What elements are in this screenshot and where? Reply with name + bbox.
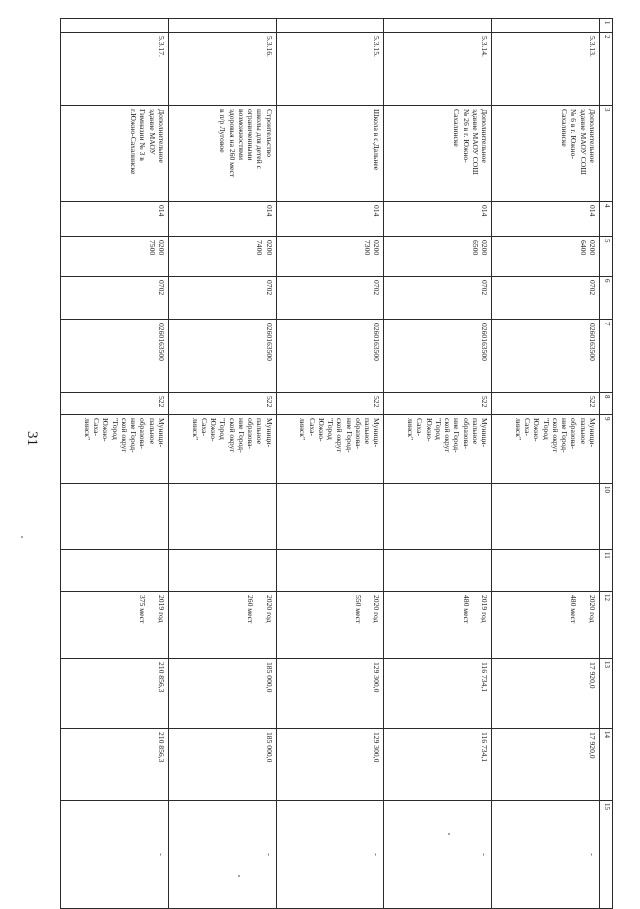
budget-table — [60, 18, 613, 909]
col-header-15: 15 — [600, 801, 613, 909]
cell-c10 — [168, 484, 276, 550]
cell-c11 — [276, 550, 384, 592]
cell-code-7: 0260163500 — [384, 320, 492, 393]
col-header-3: 3 — [600, 106, 613, 202]
cell-c1 — [168, 19, 276, 33]
col-header-2: 2 — [600, 33, 613, 106]
cell-code-5: 0200 7400 — [168, 237, 276, 277]
cell-code-5: 0200 6500 — [384, 237, 492, 277]
cell-c15: - — [276, 801, 384, 909]
table-header — [600, 19, 613, 909]
cell-year-capacity: 2020 год 550 мест — [276, 592, 384, 659]
cell-code-8: 522 — [492, 393, 600, 415]
col-header-12: 12 — [600, 592, 613, 659]
cell-item-number: 5.3.15. — [276, 33, 384, 106]
table-row — [168, 19, 276, 909]
col-header-9: 9 — [600, 415, 613, 484]
table-row — [384, 19, 492, 909]
cell-code-4: 014 — [384, 202, 492, 237]
cell-item-number: 5.3.14. — [384, 33, 492, 106]
table-body — [61, 19, 600, 909]
cell-c15: - — [384, 801, 492, 909]
cell-code-8: 522 — [168, 393, 276, 415]
col-header-5: 5 — [600, 237, 613, 277]
cell-c1 — [61, 19, 169, 33]
cell-code-6: 0702 — [61, 277, 169, 320]
cell-code-4: 014 — [276, 202, 384, 237]
cell-c10 — [384, 484, 492, 550]
cell-c1 — [384, 19, 492, 33]
cell-code-6: 0702 — [384, 277, 492, 320]
col-header-10: 10 — [600, 484, 613, 550]
col-header-1: 1 — [600, 19, 613, 33]
col-header-7: 7 — [600, 320, 613, 393]
column-number-row — [600, 19, 613, 909]
cell-code-7: 0260163500 — [61, 320, 169, 393]
cell-c15: - — [61, 801, 169, 909]
cell-item-number: 5.3.13. — [492, 33, 600, 106]
cell-amount-14: 210 856,3 — [61, 729, 169, 801]
cell-code-6: 0702 — [492, 277, 600, 320]
cell-object-name: Строительство школы для детей с ограниченными возможностями здоровья на 260 мест в п/р Луговое — [168, 106, 276, 202]
cell-code-5: 0200 7300 — [276, 237, 384, 277]
scan-speck — [238, 875, 240, 877]
cell-c11 — [492, 550, 600, 592]
cell-code-8: 522 — [61, 393, 169, 415]
cell-code-8: 522 — [276, 393, 384, 415]
cell-object-name: Дополнительное здание МАОУ Гимназии № 3 в г.Южно-Сахалинске — [61, 106, 169, 202]
table-row — [492, 19, 600, 909]
cell-year-capacity: 2019 год 480 мест — [384, 592, 492, 659]
cell-amount-13: 210 856,3 — [61, 659, 169, 729]
cell-amount-14: 185 000,0 — [168, 729, 276, 801]
scan-speck — [21, 536, 23, 538]
page-number: 31 — [24, 431, 40, 446]
col-header-14: 14 — [600, 729, 613, 801]
cell-code-5: 0200 6400 — [492, 237, 600, 277]
cell-c11 — [61, 550, 169, 592]
cell-c10 — [492, 484, 600, 550]
table-row — [276, 19, 384, 909]
cell-municipality: Муници- пальное образова- ние Город- ской округ "Город Южно- Саха- линск" — [168, 415, 276, 484]
cell-item-number: 5.3.16. — [168, 33, 276, 106]
scan-speck — [448, 833, 450, 835]
cell-year-capacity: 2020 год 480 мест — [492, 592, 600, 659]
cell-amount-13: 129 300,0 — [276, 659, 384, 729]
cell-code-6: 0702 — [168, 277, 276, 320]
table-row — [61, 19, 169, 909]
cell-code-8: 522 — [384, 393, 492, 415]
cell-code-4: 014 — [61, 202, 169, 237]
cell-code-4: 014 — [492, 202, 600, 237]
col-header-6: 6 — [600, 277, 613, 320]
cell-year-capacity: 2019 год 375 мест — [61, 592, 169, 659]
cell-amount-14: 116 734,1 — [384, 729, 492, 801]
cell-code-4: 014 — [168, 202, 276, 237]
cell-code-7: 0260163500 — [276, 320, 384, 393]
cell-municipality: Муници- пальное образова- ние Город- ской округ "Город Южно- Саха- линск" — [492, 415, 600, 484]
cell-municipality: Муници- пальное образова- ние Город- ской округ "Город Южно- Саха- линск" — [384, 415, 492, 484]
cell-municipality: Муници- пальное образова- ние Город- ской округ "Город Южно- Саха- линск" — [61, 415, 169, 484]
cell-c11 — [384, 550, 492, 592]
cell-item-number: 5.3.17. — [61, 33, 169, 106]
cell-code-7: 0260163500 — [168, 320, 276, 393]
cell-municipality: Муници- пальное образова- ние Город- ской округ "Город Южно- Саха- линск" — [276, 415, 384, 484]
cell-amount-14: 129 300,0 — [276, 729, 384, 801]
col-header-4: 4 — [600, 202, 613, 237]
cell-object-name: Дополнительное здание МАОУ СОШ № 26 в г. Южно- Сахалинске — [384, 106, 492, 202]
col-header-8: 8 — [600, 393, 613, 415]
cell-amount-13: 17 920,0 — [492, 659, 600, 729]
cell-code-7: 0260163500 — [492, 320, 600, 393]
col-header-11: 11 — [600, 550, 613, 592]
cell-code-5: 0200 7500 — [61, 237, 169, 277]
cell-amount-13: 116 734,1 — [384, 659, 492, 729]
cell-c15: - — [168, 801, 276, 909]
cell-c15: - — [492, 801, 600, 909]
cell-amount-13: 185 000,0 — [168, 659, 276, 729]
cell-code-6: 0702 — [276, 277, 384, 320]
col-header-13: 13 — [600, 659, 613, 729]
cell-year-capacity: 2020 год 260 мест — [168, 592, 276, 659]
cell-c1 — [492, 19, 600, 33]
cell-object-name: Школа в с.Дальнее — [276, 106, 384, 202]
cell-c10 — [61, 484, 169, 550]
cell-object-name: Дополнительное здание МАОУ СОШ № 6 в г. Южно- Сахалинске — [492, 106, 600, 202]
cell-c11 — [168, 550, 276, 592]
cell-amount-14: 17 920,0 — [492, 729, 600, 801]
table-container — [60, 18, 613, 856]
cell-c10 — [276, 484, 384, 550]
cell-c1 — [276, 19, 384, 33]
